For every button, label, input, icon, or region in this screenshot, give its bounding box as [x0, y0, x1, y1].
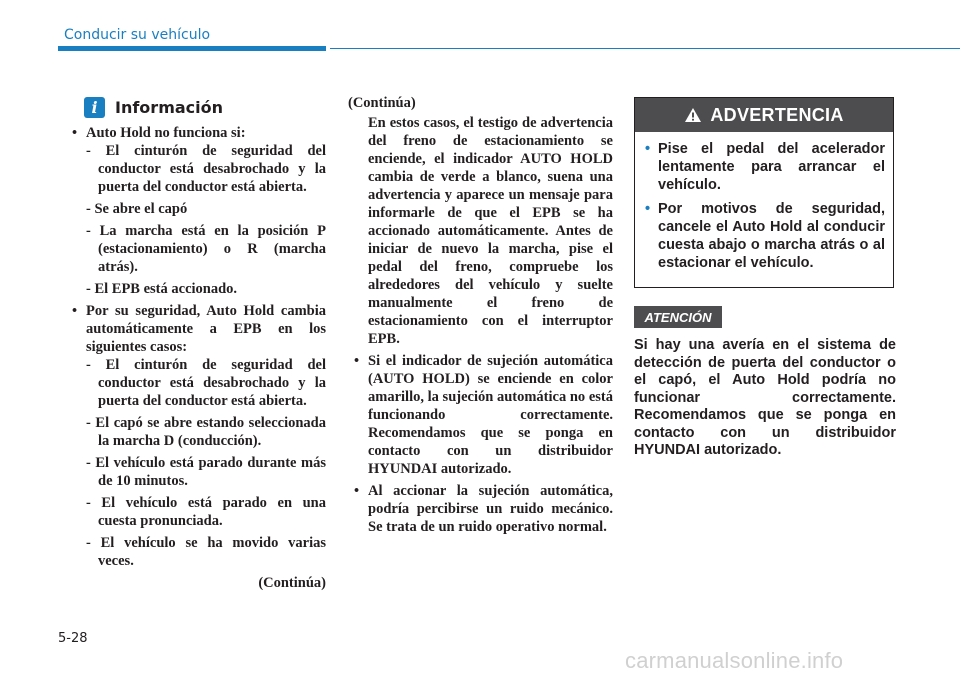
caution-badge: ATENCIÓN — [634, 306, 722, 328]
list-item: - La marcha está en la posición P (estacionamiento) o R (marcha atrás). — [86, 223, 326, 275]
info-column-middle — [348, 94, 613, 536]
warning-triangle-icon — [684, 107, 702, 123]
warning-title: ADVERTENCIA — [710, 104, 844, 125]
info-column-left — [66, 124, 326, 592]
watermark: carmanualsonline.info — [625, 648, 844, 673]
list-item: - El capó se abre estando seleccionada la marcha D (conducción). — [86, 415, 326, 449]
list-item: - El vehículo está parado durante más de 10 minutos. — [86, 455, 326, 489]
bullet-auto-hold-yellow: • Si el indicador de sujeción automática (AUTO HOLD) se enciende en color amarillo, la sujeción automática no está funcionando correctamente. Recomendamos que se ponga en contacto con un distribuidor HYUNDAI autorizado. — [348, 352, 613, 478]
list-item: - El vehículo está parado en una cuesta pronunciada. — [86, 495, 326, 529]
warning-box — [634, 97, 894, 288]
info-heading — [84, 97, 223, 118]
warning-header — [635, 98, 893, 132]
epb-message-paragraph: En estos casos, el testigo de advertencia del freno de estacionamiento se enciende, el indicador AUTO HOLD cambia de verde a blanco, suena una advertencia y aparece un mensaje para informarle de que el EPB se ha accionado automáticamente. Antes de iniciar de nuevo la marcha, pise el pedal del freno, compruebe los alrededores del vehículo y suelte manualmente el freno de estacionamiento con el interruptor EPB. — [368, 115, 613, 347]
info-title: Información — [115, 98, 224, 117]
list-item: - El cinturón de seguridad del conductor está desabrochado y la puerta del conductor está abierta. — [86, 357, 326, 409]
warning-item: • Por motivos de seguridad, cancele el Auto Hold al conducir cuesta abajo o marcha atrás o al estacionar el vehículo. — [649, 200, 885, 272]
list-item: - El vehículo se ha movido varias veces. — [86, 535, 326, 569]
section-title: Conducir su vehículo — [64, 27, 211, 43]
sublist-auto-hold-not-working — [66, 142, 326, 298]
info-icon: i — [84, 97, 105, 118]
bullet-auto-hold-not-working: • Auto Hold no funciona si: — [66, 124, 326, 142]
sublist-auto-change-epb — [66, 356, 326, 570]
warning-body — [635, 132, 893, 272]
warning-item: • Pise el pedal del acelerador lentamente para arrancar el vehículo. — [649, 140, 885, 194]
bullet-auto-change-epb: • Por su seguridad, Auto Hold cambia automáticamente a EPB en los siguientes casos: — [66, 302, 326, 356]
continued-label: (Continúa) — [348, 95, 416, 111]
list-item: - El cinturón de seguridad del conductor está desabrochado y la puerta del conductor está abierta. — [86, 143, 326, 195]
bullet-mechanical-noise: • Al accionar la sujeción automática, podría percibirse un ruido mecánico. Se trata de un ruido operativo normal. — [348, 482, 613, 536]
continued-label: (Continúa) — [258, 575, 326, 591]
header-rule-thick — [58, 46, 326, 51]
page-number: 5-28 — [58, 631, 88, 646]
list-item: - El EPB está accionado. — [86, 281, 238, 297]
list-item: - Se abre el capó — [86, 201, 188, 217]
caution-text: Si hay una avería en el sistema de detección de puerta del conductor o el capó, el Auto Hold podría no funcionar correctamente. Recomendamos que se ponga en contacto con un distribuidor HYUNDAI autorizado. — [634, 337, 896, 458]
header-rule-thin — [330, 48, 960, 49]
